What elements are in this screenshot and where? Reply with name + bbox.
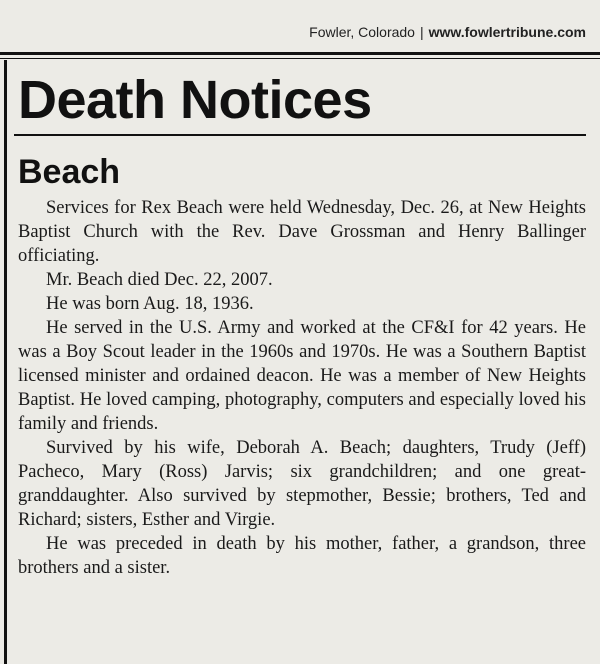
notice-paragraph: He was preceded in death by his mother, father, a grandson, three brothers and a sister. — [18, 534, 586, 578]
section-rule — [14, 134, 586, 136]
notice-paragraph: He was born Aug. 18, 1936. — [46, 294, 254, 314]
masthead-url: www.fowlertribune.com — [428, 24, 586, 40]
masthead-location: Fowler, Colorado — [309, 24, 415, 40]
notice-paragraph: Survived by his wife, Deborah A. Beach; daughters, Trudy (Jeff) Pacheco, Mary (Ross) Jarvis; six grandchildren; and one great-granddaughter. Also survived by stepmother, Bessie; brothers, Ted and Richard; sisters, Esther and Virgie. — [18, 438, 586, 530]
notice-body — [18, 196, 586, 580]
notice-paragraph: Services for Rex Beach were held Wednesday, Dec. 26, at New Heights Baptist Church with the Rev. Dave Grossman and Henry Ballinger officiating. — [18, 198, 586, 266]
notice-paragraph: He served in the U.S. Army and worked at the CF&I for 42 years. He was a Boy Scout leader in the 1960s and 1970s. He was a Southern Baptist licensed minister and ordained deacon. He was a member of New Heights Baptist. He loved camping, photography, computers and especially loved his family and friends. — [18, 318, 586, 434]
top-rule-thin — [0, 58, 600, 59]
masthead — [309, 24, 586, 40]
masthead-separator: | — [419, 24, 424, 40]
notice-name: Beach — [18, 153, 121, 191]
notice-paragraph: Mr. Beach died Dec. 22, 2007. — [46, 270, 273, 290]
column-rule — [4, 60, 7, 664]
top-rule — [0, 52, 600, 55]
section-title: Death Notices — [18, 70, 372, 130]
